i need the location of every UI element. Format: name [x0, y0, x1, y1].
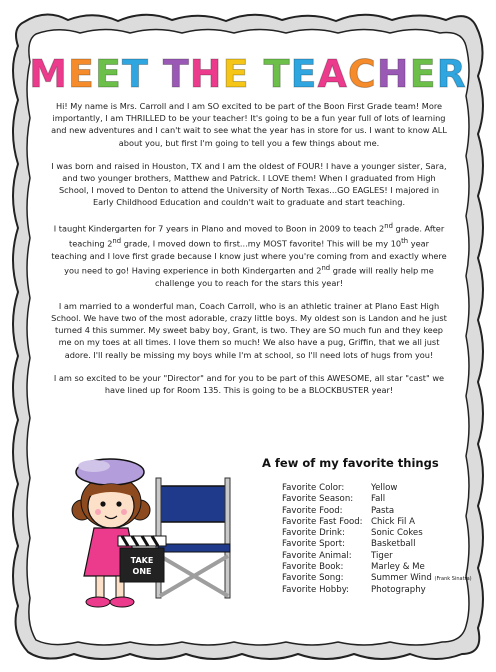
favorite-value [371, 517, 482, 528]
paragraph-closing: I am so excited to be your "Director" and for you to be part of this AWESOME, all star "cast" we have lined up for Room 135. This is going to be a BLOCKBUSTER year! [53, 372, 445, 396]
favorite-value-text: Summer Wind [371, 573, 435, 584]
title-letter: C [347, 52, 377, 96]
favorite-label: Favorite Book: [282, 562, 344, 573]
favorite-value [371, 551, 482, 562]
girl-director-clipart [58, 448, 248, 618]
favorite-row [282, 551, 482, 562]
favorite-value-text: Sonic Cokes [371, 528, 423, 539]
favorite-value [371, 528, 482, 539]
favorite-row [282, 539, 482, 550]
clapboard-icon [118, 536, 166, 582]
favorite-row [282, 562, 482, 573]
paragraph-teaching [50, 220, 448, 289]
title-letter: T [263, 52, 291, 96]
favorite-row [282, 517, 482, 528]
text-span: grade, I moved down to first...my MOST favorite! This will be my 10 [121, 238, 402, 249]
superscript: nd [112, 236, 122, 245]
favorite-value [371, 506, 482, 517]
title-letter: E [222, 52, 250, 96]
clapboard-text-one: ONE [132, 567, 152, 576]
director-chair-icon [156, 478, 230, 598]
title-letter: T [121, 52, 149, 96]
favorite-value-text: Chick Fil A [371, 516, 415, 527]
favorite-value-text: Pasta [371, 505, 395, 516]
paragraph-greeting: Hi! My name is Mrs. Carroll and I am SO excited to be part of the Boon First Grade team! More importantly, I am THRILLED to be your teacher! It's going to be a fun year full of lots of learning and new adventures and I can't wait to see what the year has in store for us. I want to know ALL about you, but first I'm going to tell you a few things about me. [51, 101, 447, 148]
text-span: year teaching and I love first grade because I know just where you're coming from and exactly where you need to go! Having experience in both Kindergarten and 2 [51, 238, 447, 276]
title-letter: R [436, 52, 467, 96]
favorite-value-note: (Frank Sinatra) [434, 576, 472, 583]
girl-figure-icon [72, 459, 150, 607]
favorite-row [282, 483, 482, 494]
favorite-value [371, 562, 482, 573]
favorite-label: Favorite Food: [282, 505, 343, 516]
favorite-value-text: Photography [371, 584, 426, 595]
favorite-row [282, 506, 482, 517]
title-letter: E [409, 52, 437, 96]
favorite-row [282, 528, 482, 539]
text-span: I taught Kindergarten for 7 years in Plano and moved to Boon in 2009 to teach 2 [53, 223, 385, 234]
title-letter: H [376, 52, 410, 96]
favorite-row [282, 494, 482, 505]
favorite-value [371, 573, 482, 584]
favorite-value-text: Marley & Me [371, 562, 425, 573]
text-span: grade will really help me challenge you to reach for the stars this year! [154, 265, 434, 288]
favorite-label: Favorite Drink: [282, 528, 345, 539]
title-letter: T [162, 52, 190, 96]
superscript: th [401, 236, 409, 245]
title-letter: M [29, 52, 68, 96]
text-span: grade. After teaching 2 [68, 223, 445, 249]
favorite-label: Favorite Season: [282, 494, 354, 505]
favorite-label: Favorite Hobby: [282, 584, 350, 595]
favorites-list [282, 483, 482, 596]
favorite-value [371, 585, 482, 596]
title-letter: E [94, 52, 122, 96]
favorite-value [371, 494, 482, 505]
favorite-value-text: Fall [371, 494, 386, 505]
favorite-row [282, 573, 482, 584]
favorite-label: Favorite Song: [282, 573, 344, 584]
favorite-value-text: Yellow [371, 483, 398, 493]
clapboard-text-take: TAKE [130, 556, 154, 565]
title-letter: E [290, 52, 318, 96]
intro-letter [50, 100, 448, 407]
superscript: nd [384, 221, 393, 230]
paragraph-background: I was born and raised in Houston, TX and I am the oldest of FOUR! I have a younger sister, Sara, and two younger brothers, Matthew and Patrick. I LOVE them! When I graduated from High School, I moved to Denton to attend the University of North Texas...GO EAGLES! I majored in Early Childhood Education and couldn't wait to graduate and start teaching. [51, 160, 447, 208]
favorite-label: Favorite Color: [282, 483, 345, 493]
favorite-label: Favorite Fast Food: [282, 516, 363, 527]
favorite-value [371, 539, 482, 550]
favorite-value [371, 483, 482, 494]
page-title [0, 52, 496, 96]
paragraph-family: I am married to a wonderful man, Coach Carroll, who is an athletic trainer at Plano East High School. We have two of the most adorable, crazy little boys. My oldest son is Landon and he just turned 4 this summer. My sweet baby boy, Grant, is two. They are SO much fun and they keep me on my toes at all times. I love them so much! We also have a pug, Griffin, that we all just adore. I'll really be missing my boys while I'm at school, so I'll need lots of hugs from you! [51, 300, 447, 360]
title-letter: E [68, 52, 95, 96]
favorite-label: Favorite Sport: [282, 539, 346, 550]
favorites-heading: A few of my favorite things [262, 456, 439, 470]
favorite-label: Favorite Animal: [282, 550, 352, 561]
superscript: nd [321, 263, 331, 272]
favorite-row [282, 585, 482, 596]
title-letter: H [189, 52, 223, 96]
favorite-value-text: Basketball [371, 539, 416, 550]
favorite-value-text: Tiger [371, 550, 393, 561]
title-letter: A [317, 52, 348, 96]
